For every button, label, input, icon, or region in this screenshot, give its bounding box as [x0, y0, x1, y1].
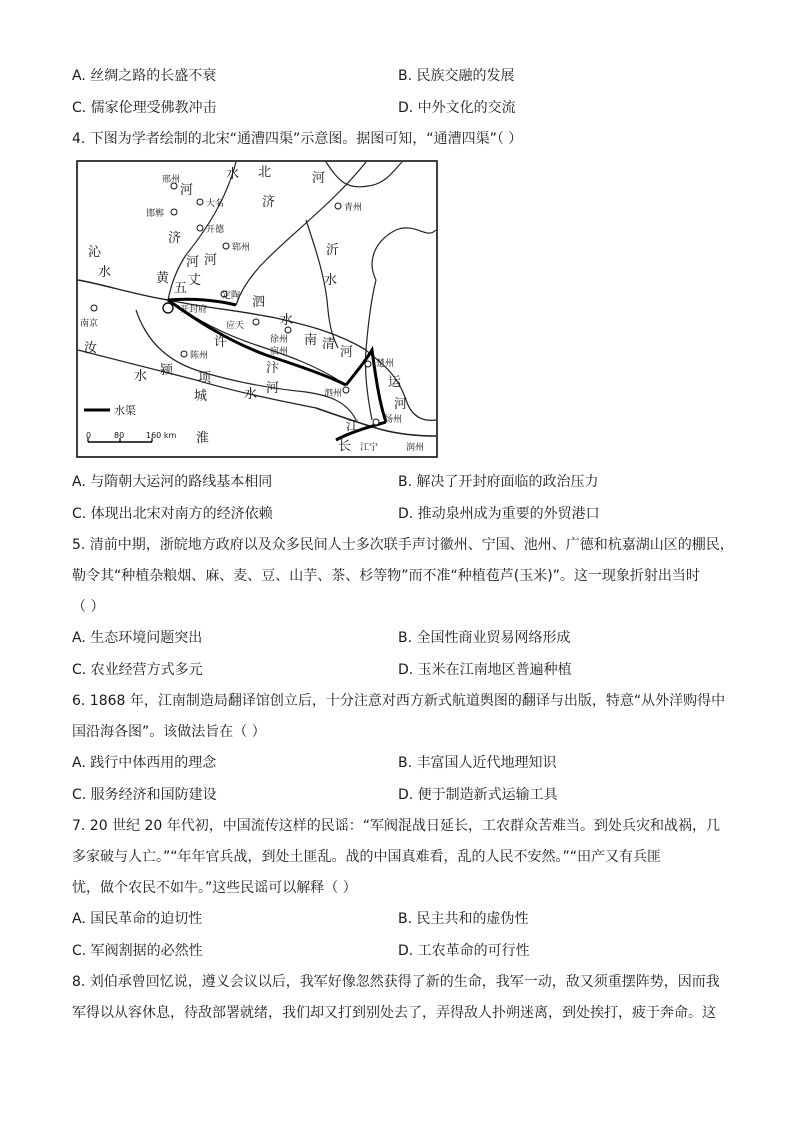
- map-city-label: 徐州: [270, 335, 289, 345]
- q5-stem-line: 5. 清前中期，浙皖地方政府以及众多民间人士多次联手声讨徽州、宁国、池州、广德和杭嘉湖山区的棚民，: [72, 537, 734, 553]
- q3-option-b: B. 民族交融的发展: [398, 68, 515, 84]
- q6-stem-line: 国沿海各图”。该做法旨在（ ）: [72, 724, 266, 740]
- map-river-label: 汴: [266, 361, 280, 376]
- map-city-label: 扬州: [384, 415, 403, 425]
- map-scale-label: 0: [86, 431, 92, 440]
- q4-option-d: D. 推动泉州成为重要的外贸港口: [398, 506, 600, 522]
- map-scale-label: 160 km: [146, 431, 177, 440]
- q7-option-b: B. 民主共和的虚伪性: [398, 911, 529, 927]
- q3-option-c: C. 儒家伦理受佛教冲击: [72, 100, 217, 116]
- map-river-label: 许: [214, 335, 228, 350]
- map-river-label: 运: [388, 375, 402, 390]
- q5-stem-line: （ ）: [72, 599, 105, 615]
- map-city-label: 应天: [226, 321, 245, 331]
- map-city-label: 开封府: [180, 305, 208, 315]
- map-city-label: 定陶: [222, 291, 241, 301]
- map-river-label: 河: [204, 253, 218, 268]
- q8-stem-line: 8. 刘伯承曾回忆说，遵义会议以后，我军好像忽然获得了新的生命，我军一动，敌又须重摆阵势，因而我: [72, 974, 720, 990]
- map-river-label: 河: [186, 255, 200, 270]
- map-river-label: 汝: [84, 341, 98, 356]
- q7-option-c: C. 军阀割据的必然性: [72, 943, 203, 959]
- map-river-label: 水: [98, 265, 112, 280]
- map-river-label: 五: [174, 281, 188, 296]
- map-river-label: 沂: [326, 243, 340, 258]
- q5-stem-line: 勒令其“种植杂粮烟、麻、麦、豆、山芋、茶、杉等物”而不准“种植苞芦(玉米)”。这一现象折射出当时: [72, 568, 700, 584]
- map-city-label: 润州: [406, 443, 425, 453]
- q4-stem: 4. 下图为学者绘制的北宋“通漕四渠”示意图。据图可知，“通漕四渠”（ ）: [72, 131, 523, 147]
- map-city-label: 青州: [344, 203, 363, 213]
- map-river-label: 河: [340, 345, 354, 360]
- map-river-label: 河: [180, 183, 194, 198]
- map-city-label: 楚州: [376, 359, 395, 369]
- map-river-label: 黄: [156, 271, 170, 286]
- map-river-label: 济: [262, 195, 276, 210]
- map-city-label: 泗州: [324, 389, 343, 399]
- map-river-label: 水: [134, 369, 148, 384]
- map-river-label: 沁: [88, 245, 102, 260]
- map-river-label: 南: [304, 333, 318, 348]
- q8-stem-line: 军得以从容休息，待敌部署就绪，我们却又打到别处去了，弄得敌人扑朔迷离，到处挨打，疲于奔命。这: [72, 1005, 716, 1021]
- map-river-label: 水: [226, 167, 240, 182]
- map-city-label: 邢州: [162, 175, 181, 185]
- map-river-label: 淮: [196, 431, 210, 446]
- map-city-label: 陈州: [190, 351, 209, 361]
- map-river-label: 济: [168, 231, 182, 246]
- q7-option-d: D. 工农革命的可行性: [398, 943, 530, 959]
- q7-stem-line: 多家破与人亡。”“年年官兵战，到处土匪乱。战的中国真难看，乱的人民不安然。”“田产又有兵匪: [72, 849, 662, 865]
- q5-option-d: D. 玉米在江南地区普遍种植: [398, 662, 572, 678]
- map-river-label: 城: [194, 389, 208, 404]
- map-river-label: 河: [394, 397, 408, 412]
- q3-option-d: D. 中外文化的交流: [398, 100, 516, 116]
- map-river-label: 丈: [188, 273, 202, 288]
- q4-option-c: C. 体现出北宋对南方的经济依赖: [72, 506, 273, 522]
- map-river-label: 河: [266, 381, 280, 396]
- q6-option-a: A. 践行中体西用的理念: [72, 755, 217, 771]
- map-city-label: 开德: [206, 225, 225, 235]
- song-canal-map: [76, 160, 438, 458]
- q6-option-b: B. 丰富国人近代地理知识: [398, 755, 557, 771]
- q7-stem-line: 7. 20 世纪 20 年代初，中国流传这样的民谣：“军阀混战日延长，工农群众苦难当。到处兵灾和战祸，几: [72, 818, 721, 834]
- q7-stem-line: 忧，做个农民不如牛。”这些民谣可以解释（ ）: [72, 880, 357, 896]
- q5-option-a: A. 生态环境问题突出: [72, 630, 203, 646]
- q5-option-c: C. 农业经营方式多元: [72, 662, 203, 678]
- q6-option-c: C. 服务经济和国防建设: [72, 787, 217, 803]
- q7-option-a: A. 国民革命的迫切性: [72, 911, 203, 927]
- map-scale-label: 80: [114, 431, 125, 440]
- q3-option-a: A. 丝绸之路的长盛不衰: [72, 68, 217, 84]
- map-river-label: 河: [312, 171, 326, 186]
- q6-stem-line: 6. 1868 年，江南制造局翻译馆创立后，十分注意对西方新式航道舆图的翻译与出版，特意“从外洋购得中: [72, 693, 726, 709]
- map-river-label: 水: [244, 387, 258, 402]
- map-city-label: 南京: [80, 319, 99, 329]
- map-river-label: 项: [198, 371, 212, 386]
- q5-option-b: B. 全国性商业贸易网络形成: [398, 630, 571, 646]
- map-river-label: 水: [324, 273, 338, 288]
- map-city-label: 宿州: [270, 347, 289, 357]
- map-river-label: 清: [322, 337, 336, 352]
- q4-option-b: B. 解决了开封府面临的政治压力: [398, 474, 599, 490]
- q4-option-a: A. 与隋朝大运河的路线基本相同: [72, 474, 273, 490]
- map-river-label: 北: [258, 165, 272, 180]
- map-city-label: 郓州: [232, 243, 251, 253]
- map-city-label: 邯郸: [146, 209, 165, 219]
- q6-option-d: D. 便于制造新式运输工具: [398, 787, 558, 803]
- map-river-label: 江: [346, 419, 360, 434]
- map-city-label: 大名: [206, 199, 225, 209]
- map-river-label: 长: [338, 439, 352, 454]
- map-city-label: 江宁: [360, 443, 379, 453]
- map-river-label: 颍: [160, 363, 174, 378]
- map-legend-label: 水渠: [114, 404, 136, 417]
- map-river-label: 水: [280, 313, 294, 328]
- map-river-label: 泗: [252, 295, 266, 310]
